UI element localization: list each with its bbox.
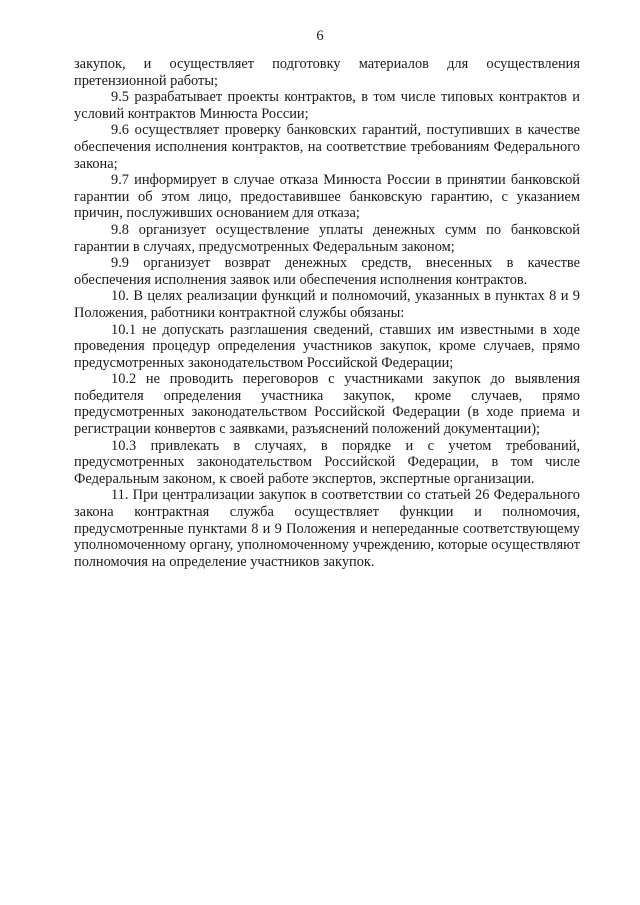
paragraph-10-2: 10.2 не проводить переговоров с участниками закупок до выявления победителя определения участника закупок, кроме случаев, прямо предусмотренных законодательством Российской Федерации (в ходе приема и регистрации конвертов с заявками, разъяснений положений документации); bbox=[74, 371, 580, 438]
paragraph-10-1: 10.1 не допускать разглашения сведений, ставших им известными в ходе проведения процедур определения участников закупок, кроме случаев, прямо предусмотренных законодательством Российской Федерации; bbox=[74, 321, 580, 371]
paragraph-continuation: закупок, и осуществляет подготовку материалов для осуществления претензионной работы; bbox=[74, 56, 580, 89]
paragraph-9-9: 9.9 организует возврат денежных средств, внесенных в качестве обеспечения исполнения заявок или обеспечения исполнения контрактов. bbox=[74, 255, 580, 288]
page-number: 6 bbox=[316, 28, 324, 44]
paragraph-9-7: 9.7 информирует в случае отказа Минюста России в принятии банковской гарантии об этом лицо, предоставившее банковскую гарантию, с указанием причин, послуживших основанием для отказа; bbox=[74, 172, 580, 222]
paragraph-9-5: 9.5 разрабатывает проекты контрактов, в том числе типовых контрактов и условий контрактов Минюста России; bbox=[74, 89, 580, 122]
paragraph-9-6: 9.6 осуществляет проверку банковских гарантий, поступивших в качестве обеспечения исполнения контрактов, на соответствие требованиям Федерального закона; bbox=[74, 122, 580, 172]
paragraph-10: 10. В целях реализации функций и полномочий, указанных в пунктах 8 и 9 Положения, работники контрактной службы обязаны: bbox=[74, 288, 580, 321]
paragraph-11: 11. При централизации закупок в соответствии со статьей 26 Федерального закона контрактная служба осуществляет функции и полномочия, предусмотренные пунктами 8 и 9 Положения и непереданные соответствующему уполномоченному органу, уполномоченному учреждению, которые осуществляют полномочия на определение участников закупок. bbox=[74, 487, 580, 570]
paragraph-9-8: 9.8 организует осуществление уплаты денежных сумм по банковской гарантии в случаях, предусмотренных Федеральным законом; bbox=[74, 221, 580, 255]
paragraph-10-3: 10.3 привлекать в случаях, в порядке и с учетом требований, предусмотренных законодательством Российской Федерации, в том числе Федеральным законом, к своей работе экспертов, экспертные организации. bbox=[74, 437, 580, 487]
document-body bbox=[74, 56, 580, 570]
